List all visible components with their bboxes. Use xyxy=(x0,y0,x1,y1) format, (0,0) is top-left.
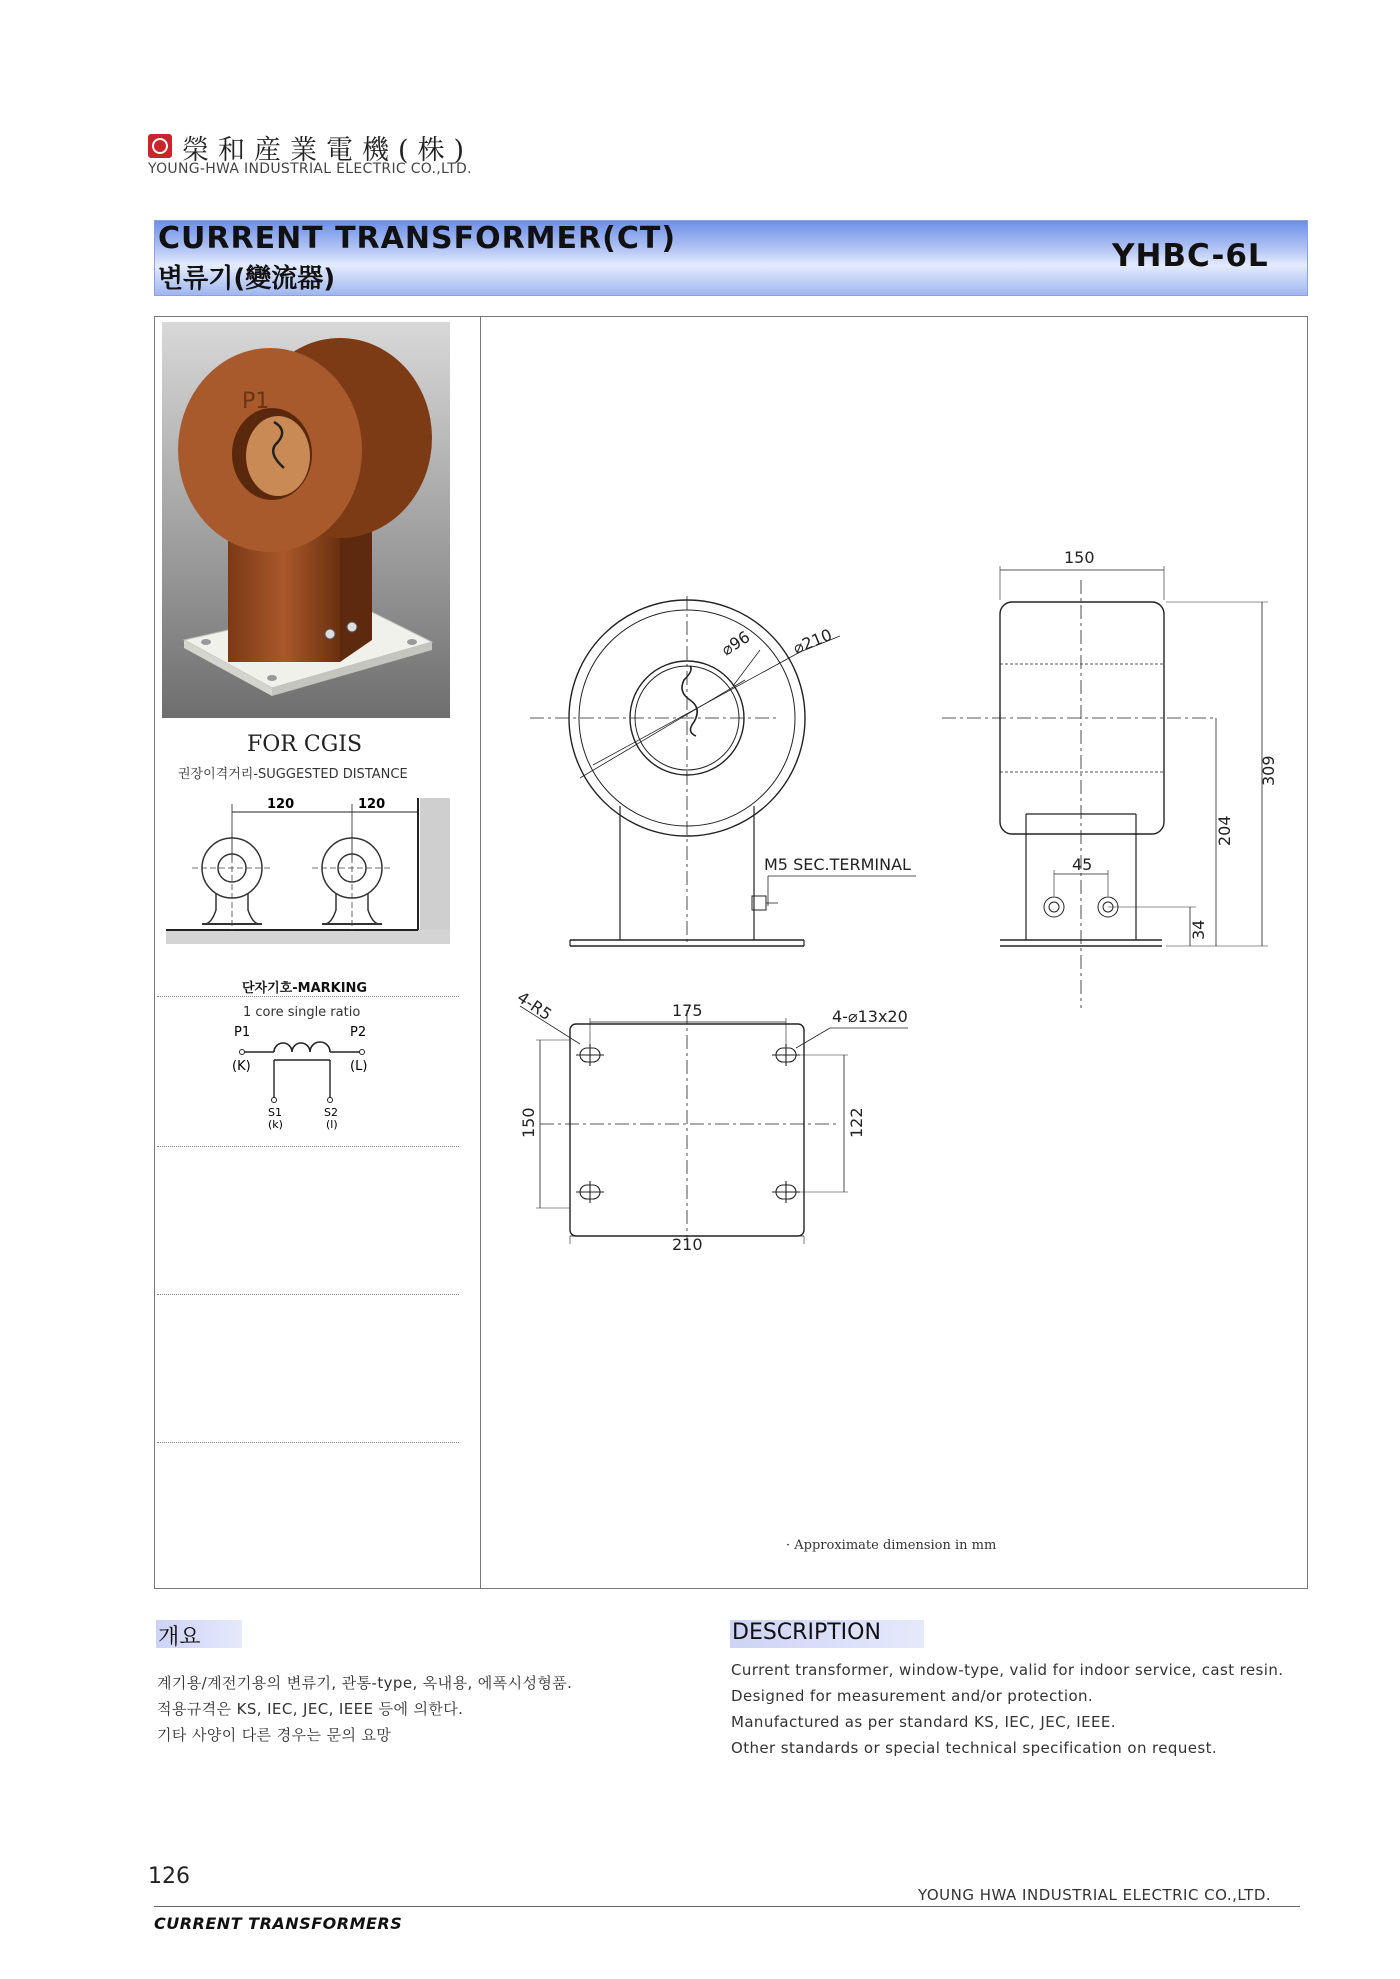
dotted-separator xyxy=(157,1442,459,1443)
terminal-s1-sub: (k) xyxy=(268,1118,283,1131)
terminal-p2-sub: (L) xyxy=(350,1059,368,1074)
description-english xyxy=(731,1657,1283,1761)
dotted-separator xyxy=(157,996,459,997)
dim-outer-diameter: ⌀210 xyxy=(790,625,835,658)
dim-hole-spec: 4-⌀13x20 xyxy=(832,1007,908,1026)
dim-total-height: 309 xyxy=(1259,755,1278,786)
dim-base-width: 210 xyxy=(672,1235,703,1254)
terminal-note: M5 SEC.TERMINAL xyxy=(764,855,911,874)
dim-hole-pitch-x: 175 xyxy=(672,1001,703,1020)
spacing-dim-b: 120 xyxy=(358,797,386,812)
marking-schematic xyxy=(228,1024,388,1134)
dim-center-height: 204 xyxy=(1215,815,1234,846)
terminal-p2: P2 xyxy=(350,1025,367,1040)
company-logo-icon xyxy=(148,134,172,158)
company-name-english: YOUNG-HWA INDUSTRIAL ELECTRIC CO.,LTD. xyxy=(148,161,472,177)
dim-hole-pitch-y: 122 xyxy=(847,1107,866,1138)
overview-title-korean: 개요 xyxy=(156,1620,242,1648)
description-line: Current transformer, window-type, valid for indoor service, cast resin. xyxy=(731,1661,1284,1679)
page-number: 126 xyxy=(148,1864,190,1889)
dim-side-width: 150 xyxy=(1064,548,1095,567)
overview-korean xyxy=(157,1670,572,1748)
overview-line: 기타 사양이 다른 경우는 문의 요망 xyxy=(157,1726,392,1744)
dim-terminal-height: 34 xyxy=(1189,919,1208,940)
suggested-distance-label: 권장이격거리-SUGGESTED DISTANCE xyxy=(178,767,408,782)
company-name-korean: 榮和産業電機(株) xyxy=(182,135,474,166)
dimension-drawing xyxy=(481,317,1307,1588)
product-photo xyxy=(162,322,450,718)
product-title-english: CURRENT TRANSFORMER(CT) xyxy=(158,221,677,256)
footer-rule xyxy=(154,1906,1300,1907)
spacing-dim-a: 120 xyxy=(267,797,295,812)
terminal-s1: S1 xyxy=(268,1106,282,1119)
approximate-dimension-note: · Approximate dimension in mm xyxy=(786,1538,997,1553)
overview-line: 적용규격은 KS, IEC, JEC, IEEE 등에 의한다. xyxy=(157,1700,464,1718)
spacing-diagram xyxy=(162,790,452,952)
core-ratio-label: 1 core single ratio xyxy=(243,1005,361,1020)
description-line: Designed for measurement and/or protection. xyxy=(731,1687,1094,1705)
dim-terminal-pitch: 45 xyxy=(1072,855,1093,874)
model-number: YHBC-6L xyxy=(1112,238,1269,274)
photo-p1-label: P1 xyxy=(242,389,270,414)
product-title-korean: 변류기(變流器) xyxy=(158,264,336,294)
dim-inner-diameter: ⌀96 xyxy=(717,627,754,660)
overview-line: 계기용/계전기용의 변류기, 관통-type, 옥내용, 에폭시성형품. xyxy=(157,1674,573,1692)
description-line: Manufactured as per standard KS, IEC, JEC, IEEE. xyxy=(731,1713,1116,1731)
dotted-separator xyxy=(157,1146,459,1147)
application-label: FOR CGIS xyxy=(247,732,363,757)
marking-title: 단자기호-MARKING xyxy=(242,981,368,996)
terminal-s2-sub: (l) xyxy=(326,1118,338,1131)
dim-corner-radius: 4-R5 xyxy=(513,987,556,1025)
terminal-p1-sub: (K) xyxy=(232,1059,251,1074)
terminal-s2: S2 xyxy=(324,1106,338,1119)
footer-company-name: YOUNG HWA INDUSTRIAL ELECTRIC CO.,LTD. xyxy=(918,1886,1272,1904)
description-line: Other standards or special technical specification on request. xyxy=(731,1739,1218,1757)
dotted-separator xyxy=(157,1294,459,1295)
dim-base-depth: 150 xyxy=(519,1107,538,1138)
terminal-p1: P1 xyxy=(234,1025,251,1040)
footer-section-title: CURRENT TRANSFORMERS xyxy=(154,1914,403,1933)
description-title: DESCRIPTION xyxy=(730,1620,924,1648)
